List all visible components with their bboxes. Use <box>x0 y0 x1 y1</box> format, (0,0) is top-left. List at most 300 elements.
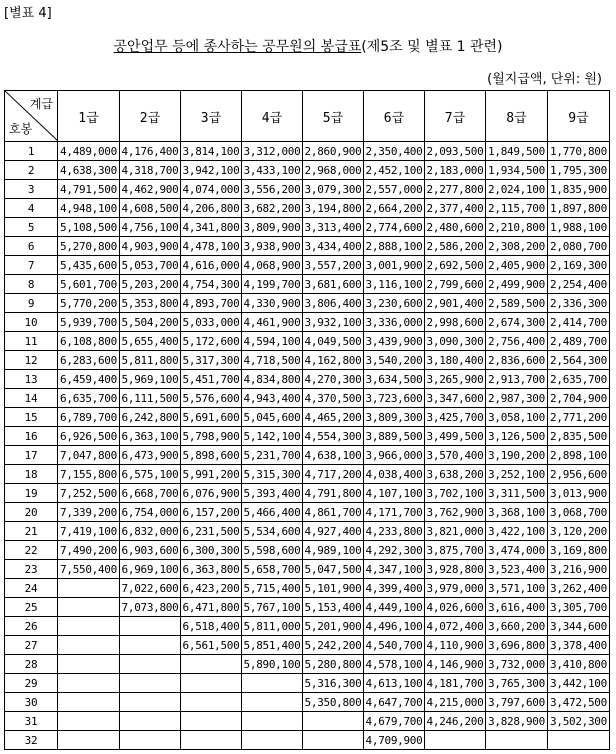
salary-cell <box>120 617 181 636</box>
salary-cell: 6,754,000 <box>120 503 181 522</box>
salary-cell: 3,571,100 <box>486 579 548 598</box>
step-number-cell: 12 <box>5 351 58 370</box>
step-number-cell: 6 <box>5 237 58 256</box>
salary-cell: 5,898,600 <box>181 446 242 465</box>
salary-cell: 6,668,700 <box>120 484 181 503</box>
salary-cell: 5,691,600 <box>181 408 242 427</box>
salary-cell: 3,344,600 <box>548 617 610 636</box>
salary-cell: 6,969,100 <box>120 560 181 579</box>
salary-cell: 3,313,400 <box>303 218 364 237</box>
table-row <box>5 655 610 674</box>
salary-cell: 2,836,600 <box>486 351 548 370</box>
step-number-cell: 13 <box>5 370 58 389</box>
salary-cell: 2,956,600 <box>548 465 610 484</box>
salary-cell: 4,181,700 <box>425 674 486 693</box>
salary-cell: 1,770,800 <box>548 142 610 161</box>
step-number-cell: 10 <box>5 313 58 332</box>
salary-cell <box>58 731 120 750</box>
salary-cell: 3,169,800 <box>548 541 610 560</box>
salary-cell: 3,265,900 <box>425 370 486 389</box>
salary-cell: 3,305,700 <box>548 598 610 617</box>
salary-cell <box>181 731 242 750</box>
table-row <box>5 351 610 370</box>
salary-cell <box>58 712 120 731</box>
salary-cell: 3,216,900 <box>548 560 610 579</box>
salary-cell: 4,948,100 <box>58 199 120 218</box>
salary-cell <box>120 655 181 674</box>
step-number-cell: 30 <box>5 693 58 712</box>
salary-cell: 4,927,400 <box>303 522 364 541</box>
step-number-cell: 26 <box>5 617 58 636</box>
salary-cell: 3,809,300 <box>364 408 425 427</box>
salary-cell: 4,756,100 <box>120 218 181 237</box>
salary-cell: 4,834,800 <box>242 370 303 389</box>
salary-cell <box>120 712 181 731</box>
salary-cell: 5,231,700 <box>242 446 303 465</box>
title-suffix: (제5조 및 별표 1 관련) <box>361 39 503 55</box>
salary-cell: 4,594,100 <box>242 332 303 351</box>
salary-cell <box>242 674 303 693</box>
salary-cell: 2,115,700 <box>486 199 548 218</box>
table-row <box>5 161 610 180</box>
salary-cell: 3,230,600 <box>364 294 425 313</box>
salary-cell: 3,681,600 <box>303 275 364 294</box>
table-row <box>5 332 610 351</box>
salary-cell: 2,835,500 <box>548 427 610 446</box>
step-number-cell: 24 <box>5 579 58 598</box>
salary-cell <box>242 712 303 731</box>
salary-cell: 2,080,700 <box>548 237 610 256</box>
salary-cell <box>120 693 181 712</box>
salary-cell: 5,142,100 <box>242 427 303 446</box>
step-number-cell: 32 <box>5 731 58 750</box>
salary-cell: 5,504,200 <box>120 313 181 332</box>
salary-cell: 4,647,700 <box>364 693 425 712</box>
salary-cell: 3,262,400 <box>548 579 610 598</box>
salary-cell: 3,090,300 <box>425 332 486 351</box>
salary-cell: 2,308,200 <box>486 237 548 256</box>
salary-cell: 5,811,000 <box>242 617 303 636</box>
salary-cell: 5,108,500 <box>58 218 120 237</box>
salary-cell: 4,638,300 <box>58 161 120 180</box>
step-number-cell: 5 <box>5 218 58 237</box>
salary-cell <box>242 731 303 750</box>
step-number-cell: 22 <box>5 541 58 560</box>
salary-cell: 4,449,100 <box>364 598 425 617</box>
salary-cell: 5,658,700 <box>242 560 303 579</box>
table-row <box>5 693 610 712</box>
salary-cell: 7,252,500 <box>58 484 120 503</box>
step-number-cell: 17 <box>5 446 58 465</box>
salary-cell: 5,153,400 <box>303 598 364 617</box>
table-row <box>5 389 610 408</box>
salary-cell: 5,315,300 <box>242 465 303 484</box>
salary-cell: 4,146,900 <box>425 655 486 674</box>
salary-cell: 2,405,900 <box>486 256 548 275</box>
salary-cell: 3,347,600 <box>425 389 486 408</box>
table-row <box>5 142 610 161</box>
salary-cell: 6,459,400 <box>58 370 120 389</box>
step-number-cell: 20 <box>5 503 58 522</box>
table-row <box>5 636 610 655</box>
salary-cell: 2,480,600 <box>425 218 486 237</box>
salary-cell: 3,540,200 <box>364 351 425 370</box>
column-header: 7급 <box>425 91 486 142</box>
salary-cell: 2,998,600 <box>425 313 486 332</box>
salary-cell: 4,554,300 <box>303 427 364 446</box>
salary-cell: 2,771,200 <box>548 408 610 427</box>
salary-cell: 3,556,200 <box>242 180 303 199</box>
salary-cell: 2,898,100 <box>548 446 610 465</box>
salary-cell: 2,254,400 <box>548 275 610 294</box>
salary-cell: 6,363,800 <box>181 560 242 579</box>
salary-cell: 5,715,400 <box>242 579 303 598</box>
salary-cell: 3,433,100 <box>242 161 303 180</box>
step-number-cell: 9 <box>5 294 58 313</box>
salary-table <box>4 90 610 750</box>
salary-cell: 6,473,900 <box>120 446 181 465</box>
salary-cell: 3,797,600 <box>486 693 548 712</box>
salary-cell: 6,231,500 <box>181 522 242 541</box>
salary-cell: 4,330,900 <box>242 294 303 313</box>
salary-cell <box>242 693 303 712</box>
column-header: 1급 <box>58 91 120 142</box>
column-header: 2급 <box>120 91 181 142</box>
salary-cell: 4,370,500 <box>303 389 364 408</box>
salary-cell: 6,300,300 <box>181 541 242 560</box>
salary-cell: 7,490,200 <box>58 541 120 560</box>
salary-cell: 3,422,100 <box>486 522 548 541</box>
salary-cell: 3,410,800 <box>548 655 610 674</box>
step-number-cell: 25 <box>5 598 58 617</box>
appendix-label: [별표 4] <box>4 6 52 21</box>
salary-cell: 5,045,600 <box>242 408 303 427</box>
salary-cell: 3,312,000 <box>242 142 303 161</box>
salary-cell: 2,756,400 <box>486 332 548 351</box>
table-row <box>5 199 610 218</box>
salary-cell: 3,311,500 <box>486 484 548 503</box>
step-number-cell: 23 <box>5 560 58 579</box>
salary-cell: 4,717,200 <box>303 465 364 484</box>
salary-cell: 5,939,700 <box>58 313 120 332</box>
column-header: 6급 <box>364 91 425 142</box>
salary-cell: 4,038,400 <box>364 465 425 484</box>
salary-cell <box>303 712 364 731</box>
table-body <box>5 142 610 750</box>
salary-cell: 3,252,100 <box>486 465 548 484</box>
salary-cell: 4,215,000 <box>425 693 486 712</box>
salary-cell: 3,001,900 <box>364 256 425 275</box>
salary-cell: 3,336,000 <box>364 313 425 332</box>
salary-cell: 3,979,000 <box>425 579 486 598</box>
salary-cell: 5,101,900 <box>303 579 364 598</box>
step-number-cell: 31 <box>5 712 58 731</box>
salary-cell: 5,280,800 <box>303 655 364 674</box>
salary-cell: 5,172,600 <box>181 332 242 351</box>
salary-cell: 7,047,800 <box>58 446 120 465</box>
table-row <box>5 579 610 598</box>
salary-cell <box>120 674 181 693</box>
salary-cell: 4,893,700 <box>181 294 242 313</box>
salary-cell: 4,754,300 <box>181 275 242 294</box>
table-row <box>5 503 610 522</box>
table-row <box>5 370 610 389</box>
salary-cell: 6,076,900 <box>181 484 242 503</box>
salary-cell: 5,270,800 <box>58 237 120 256</box>
table-row <box>5 427 610 446</box>
salary-cell: 3,068,700 <box>548 503 610 522</box>
salary-cell: 2,557,000 <box>364 180 425 199</box>
table-row <box>5 674 610 693</box>
salary-cell: 5,053,700 <box>120 256 181 275</box>
salary-cell <box>120 636 181 655</box>
salary-cell: 3,570,400 <box>425 446 486 465</box>
salary-cell: 1,835,900 <box>548 180 610 199</box>
step-number-cell: 11 <box>5 332 58 351</box>
column-header: 8급 <box>486 91 548 142</box>
salary-cell: 3,765,300 <box>486 674 548 693</box>
salary-cell: 3,696,800 <box>486 636 548 655</box>
table-row <box>5 256 610 275</box>
salary-cell: 1,934,500 <box>486 161 548 180</box>
salary-cell: 3,472,500 <box>548 693 610 712</box>
salary-cell: 3,814,100 <box>181 142 242 161</box>
salary-cell: 2,664,200 <box>364 199 425 218</box>
salary-cell <box>58 655 120 674</box>
table-row <box>5 180 610 199</box>
salary-cell: 5,598,600 <box>242 541 303 560</box>
salary-cell: 3,502,300 <box>548 712 610 731</box>
salary-cell: 4,347,100 <box>364 560 425 579</box>
salary-cell: 5,451,700 <box>181 370 242 389</box>
salary-cell: 4,292,300 <box>364 541 425 560</box>
salary-cell: 6,635,700 <box>58 389 120 408</box>
salary-cell: 3,434,400 <box>303 237 364 256</box>
salary-cell: 6,518,400 <box>181 617 242 636</box>
salary-cell: 2,692,500 <box>425 256 486 275</box>
salary-cell: 4,791,800 <box>303 484 364 503</box>
salary-cell: 5,466,400 <box>242 503 303 522</box>
salary-cell: 2,489,700 <box>548 332 610 351</box>
salary-cell: 5,601,700 <box>58 275 120 294</box>
step-number-cell: 14 <box>5 389 58 408</box>
salary-cell: 3,660,200 <box>486 617 548 636</box>
table-row <box>5 446 610 465</box>
salary-cell: 2,564,300 <box>548 351 610 370</box>
salary-cell: 6,832,000 <box>120 522 181 541</box>
salary-cell: 4,171,700 <box>364 503 425 522</box>
salary-cell: 3,762,900 <box>425 503 486 522</box>
salary-cell: 3,821,000 <box>425 522 486 541</box>
salary-cell: 4,616,000 <box>181 256 242 275</box>
salary-cell: 5,991,200 <box>181 465 242 484</box>
salary-cell <box>120 731 181 750</box>
salary-cell: 2,377,400 <box>425 199 486 218</box>
salary-cell: 4,791,500 <box>58 180 120 199</box>
salary-cell: 3,442,100 <box>548 674 610 693</box>
salary-cell: 4,462,900 <box>120 180 181 199</box>
salary-cell: 3,378,400 <box>548 636 610 655</box>
salary-cell: 2,987,300 <box>486 389 548 408</box>
salary-cell: 5,047,500 <box>303 560 364 579</box>
document-title <box>0 36 616 56</box>
salary-cell: 4,246,200 <box>425 712 486 731</box>
salary-cell: 5,203,200 <box>120 275 181 294</box>
table-row <box>5 731 610 750</box>
salary-cell: 5,576,600 <box>181 389 242 408</box>
salary-cell: 3,194,800 <box>303 199 364 218</box>
salary-cell: 3,928,800 <box>425 560 486 579</box>
step-number-cell: 3 <box>5 180 58 199</box>
step-number-cell: 7 <box>5 256 58 275</box>
salary-cell: 6,283,600 <box>58 351 120 370</box>
salary-cell: 3,942,100 <box>181 161 242 180</box>
corner-step-label: 호봉 <box>9 122 33 136</box>
salary-cell: 2,277,800 <box>425 180 486 199</box>
salary-cell <box>181 655 242 674</box>
salary-cell: 4,026,600 <box>425 598 486 617</box>
step-number-cell: 18 <box>5 465 58 484</box>
salary-cell: 4,110,900 <box>425 636 486 655</box>
salary-cell: 2,589,500 <box>486 294 548 313</box>
salary-cell: 5,033,000 <box>181 313 242 332</box>
salary-cell: 3,079,300 <box>303 180 364 199</box>
salary-cell: 3,682,200 <box>242 199 303 218</box>
salary-cell: 2,024,100 <box>486 180 548 199</box>
salary-cell: 3,966,000 <box>364 446 425 465</box>
salary-cell: 2,499,900 <box>486 275 548 294</box>
table-row <box>5 465 610 484</box>
salary-cell: 5,316,300 <box>303 674 364 693</box>
salary-cell: 2,968,000 <box>303 161 364 180</box>
salary-cell: 4,943,400 <box>242 389 303 408</box>
table-row <box>5 712 610 731</box>
salary-cell: 3,875,700 <box>425 541 486 560</box>
salary-cell: 7,419,100 <box>58 522 120 541</box>
table-row <box>5 617 610 636</box>
column-header: 9급 <box>548 91 610 142</box>
salary-cell: 4,540,700 <box>364 636 425 655</box>
salary-cell: 6,471,800 <box>181 598 242 617</box>
salary-cell: 5,767,100 <box>242 598 303 617</box>
table-row <box>5 522 610 541</box>
table-row <box>5 218 610 237</box>
salary-cell: 4,318,700 <box>120 161 181 180</box>
salary-cell: 4,233,800 <box>364 522 425 541</box>
table-row <box>5 408 610 427</box>
salary-cell: 5,317,300 <box>181 351 242 370</box>
salary-cell <box>58 598 120 617</box>
salary-cell: 4,989,100 <box>303 541 364 560</box>
salary-cell: 6,575,100 <box>120 465 181 484</box>
salary-cell: 2,704,900 <box>548 389 610 408</box>
salary-cell <box>181 674 242 693</box>
table-row <box>5 237 610 256</box>
salary-cell: 7,073,800 <box>120 598 181 617</box>
salary-cell: 3,474,000 <box>486 541 548 560</box>
salary-cell: 2,799,600 <box>425 275 486 294</box>
salary-cell: 4,718,500 <box>242 351 303 370</box>
salary-cell: 4,578,100 <box>364 655 425 674</box>
salary-cell: 6,903,600 <box>120 541 181 560</box>
salary-cell <box>58 636 120 655</box>
salary-cell: 3,828,900 <box>486 712 548 731</box>
salary-cell: 4,199,700 <box>242 275 303 294</box>
salary-cell: 4,068,900 <box>242 256 303 275</box>
salary-cell: 6,561,500 <box>181 636 242 655</box>
salary-cell: 3,190,200 <box>486 446 548 465</box>
title-main: 공안업무 등에 종사하는 공무원의 봉급표 <box>113 39 362 55</box>
salary-cell: 4,496,100 <box>364 617 425 636</box>
salary-cell: 3,439,900 <box>364 332 425 351</box>
step-number-cell: 27 <box>5 636 58 655</box>
salary-cell: 7,022,600 <box>120 579 181 598</box>
salary-cell: 3,126,500 <box>486 427 548 446</box>
salary-cell: 5,770,200 <box>58 294 120 313</box>
salary-cell: 3,806,400 <box>303 294 364 313</box>
salary-cell: 7,339,200 <box>58 503 120 522</box>
column-header: 3급 <box>181 91 242 142</box>
salary-cell: 6,157,200 <box>181 503 242 522</box>
salary-cell <box>486 731 548 750</box>
salary-cell <box>58 693 120 712</box>
salary-cell: 3,932,100 <box>303 313 364 332</box>
salary-cell: 2,774,600 <box>364 218 425 237</box>
salary-cell: 3,723,600 <box>364 389 425 408</box>
salary-cell: 3,889,500 <box>364 427 425 446</box>
salary-cell: 4,049,500 <box>303 332 364 351</box>
salary-cell <box>181 712 242 731</box>
salary-cell: 4,074,000 <box>181 180 242 199</box>
salary-cell: 5,890,100 <box>242 655 303 674</box>
salary-cell: 3,425,700 <box>425 408 486 427</box>
salary-cell: 5,350,800 <box>303 693 364 712</box>
salary-cell: 4,478,100 <box>181 237 242 256</box>
salary-cell: 3,702,100 <box>425 484 486 503</box>
salary-cell: 4,270,300 <box>303 370 364 389</box>
salary-cell: 2,635,700 <box>548 370 610 389</box>
salary-cell: 4,489,000 <box>58 142 120 161</box>
table-row <box>5 313 610 332</box>
salary-cell <box>58 579 120 598</box>
step-number-cell: 28 <box>5 655 58 674</box>
salary-cell: 4,608,500 <box>120 199 181 218</box>
step-number-cell: 8 <box>5 275 58 294</box>
salary-cell: 4,903,900 <box>120 237 181 256</box>
salary-cell: 2,210,800 <box>486 218 548 237</box>
salary-cell: 4,162,800 <box>303 351 364 370</box>
salary-cell: 7,550,400 <box>58 560 120 579</box>
salary-cell: 3,116,100 <box>364 275 425 294</box>
table-row <box>5 484 610 503</box>
salary-cell: 4,206,800 <box>181 199 242 218</box>
step-number-cell: 15 <box>5 408 58 427</box>
salary-cell: 5,435,600 <box>58 256 120 275</box>
step-number-cell: 19 <box>5 484 58 503</box>
salary-cell: 6,926,500 <box>58 427 120 446</box>
salary-cell: 2,183,000 <box>425 161 486 180</box>
salary-cell: 4,613,100 <box>364 674 425 693</box>
salary-cell: 6,242,800 <box>120 408 181 427</box>
salary-cell: 6,108,800 <box>58 332 120 351</box>
salary-cell: 2,093,500 <box>425 142 486 161</box>
salary-cell: 5,655,400 <box>120 332 181 351</box>
salary-cell: 7,155,800 <box>58 465 120 484</box>
salary-cell: 1,795,300 <box>548 161 610 180</box>
salary-cell: 6,111,500 <box>120 389 181 408</box>
salary-cell: 5,534,600 <box>242 522 303 541</box>
salary-cell: 3,120,200 <box>548 522 610 541</box>
